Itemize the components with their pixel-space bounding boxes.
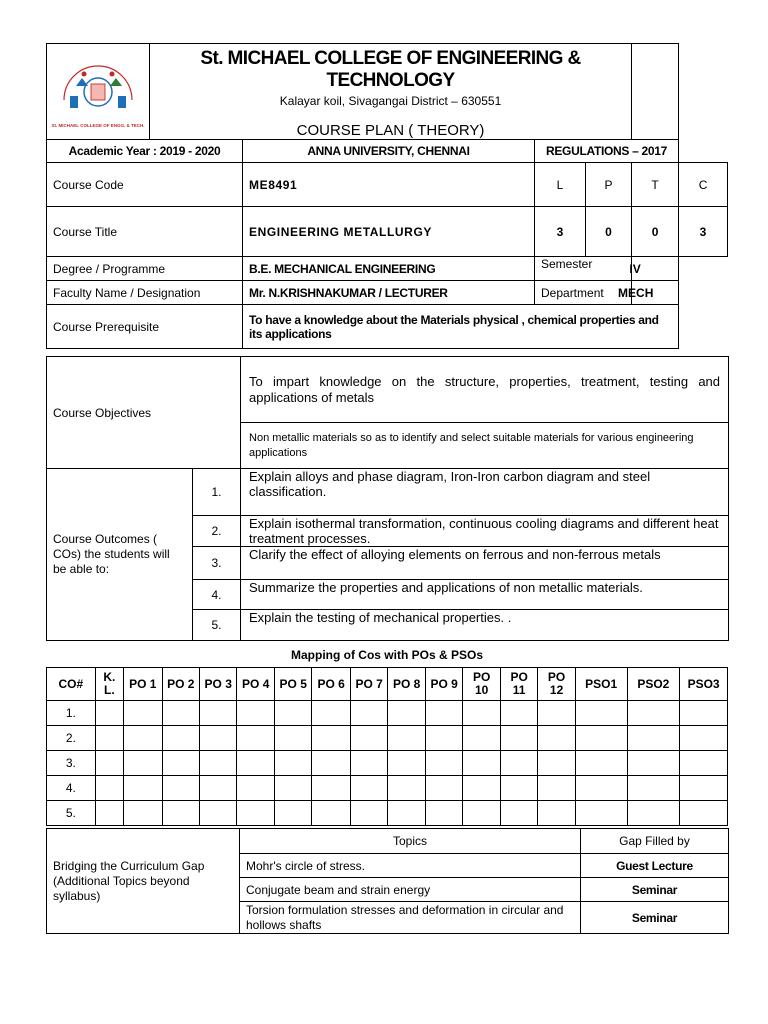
mapping-cell bbox=[95, 776, 123, 801]
department-value: MECH bbox=[632, 281, 679, 305]
mapping-cell bbox=[575, 801, 627, 826]
mapping-header-cell: PO 7 bbox=[350, 668, 387, 701]
mapping-header-cell: CO# bbox=[47, 668, 96, 701]
mapping-cell bbox=[538, 701, 575, 726]
mapping-cell bbox=[463, 751, 500, 776]
mapping-cell bbox=[237, 751, 274, 776]
objective-item: Non metallic materials so as to identify and select suitable materials for various engineering applications bbox=[241, 423, 729, 469]
mapping-cell bbox=[237, 701, 274, 726]
prereq-label: Course Prerequisite bbox=[47, 305, 243, 349]
mapping-cell bbox=[575, 726, 627, 751]
university: ANNA UNIVERSITY, CHENNAI bbox=[243, 140, 535, 163]
semester-value: IV bbox=[632, 257, 679, 281]
mapping-cell bbox=[463, 701, 500, 726]
degree-label: Degree / Programme bbox=[47, 257, 243, 281]
mapping-cell bbox=[425, 801, 462, 826]
bridging-topic: Conjugate beam and strain energy bbox=[240, 878, 581, 902]
bridging-gap: Seminar bbox=[581, 902, 729, 934]
mapping-cell bbox=[538, 801, 575, 826]
logo-cell bbox=[47, 44, 150, 140]
mapping-cell bbox=[627, 801, 680, 826]
outcome-text: Clarify the effect of alloying elements on ferrous and non-ferrous metals bbox=[241, 547, 729, 580]
mapping-cell bbox=[350, 776, 387, 801]
ltpc-value-t: 0 bbox=[632, 207, 679, 257]
mapping-row bbox=[47, 751, 728, 776]
mapping-cell bbox=[199, 701, 236, 726]
mapping-cell bbox=[199, 801, 236, 826]
outcome-number: 5. bbox=[193, 610, 241, 641]
mapping-cell bbox=[95, 751, 123, 776]
course-title-label: Course Title bbox=[47, 207, 243, 257]
college-name: St. MICHAEL COLLEGE OF ENGINEERING & TECHNOLOGY bbox=[200, 48, 581, 91]
mapping-header-cell: PO 2 bbox=[162, 668, 199, 701]
outcome-text: Explain the testing of mechanical properties. . bbox=[241, 610, 729, 641]
mapping-cell bbox=[274, 751, 311, 776]
mapping-cell bbox=[162, 701, 199, 726]
mapping-row bbox=[47, 801, 728, 826]
mapping-cell bbox=[680, 726, 728, 751]
mapping-header-cell: PO 5 bbox=[274, 668, 311, 701]
outcomes-label: Course Outcomes ( COs) the students will be able to: bbox=[47, 469, 193, 641]
mapping-cell bbox=[124, 751, 163, 776]
header-blank-cell bbox=[632, 44, 679, 140]
ltpc-value-p: 0 bbox=[586, 207, 632, 257]
mapping-cell bbox=[350, 726, 387, 751]
mapping-cell bbox=[680, 776, 728, 801]
bridging-gap-table bbox=[46, 828, 729, 934]
mapping-cell bbox=[680, 801, 728, 826]
mapping-cell bbox=[162, 751, 199, 776]
mapping-cell bbox=[312, 776, 351, 801]
mapping-cell bbox=[500, 801, 537, 826]
mapping-cell bbox=[627, 701, 680, 726]
mapping-cell bbox=[500, 726, 537, 751]
faculty-value: Mr. N.KRISHNAKUMAR / LECTURER bbox=[243, 281, 535, 305]
mapping-cell bbox=[388, 776, 425, 801]
mapping-cell bbox=[95, 801, 123, 826]
co-po-mapping-table bbox=[46, 667, 728, 826]
outcome-text: Explain alloys and phase diagram, Iron-Iron carbon diagram and steel classification. bbox=[241, 469, 729, 516]
mapping-cell bbox=[500, 751, 537, 776]
mapping-co-number: 1. bbox=[47, 701, 96, 726]
mapping-cell bbox=[538, 726, 575, 751]
mapping-cell bbox=[95, 726, 123, 751]
mapping-cell bbox=[162, 801, 199, 826]
mapping-row bbox=[47, 726, 728, 751]
document-title: COURSE PLAN ( THEORY) bbox=[296, 122, 485, 139]
mapping-cell bbox=[124, 701, 163, 726]
mapping-header-cell: PO 3 bbox=[199, 668, 236, 701]
department-label: Department bbox=[535, 281, 632, 305]
mapping-cell bbox=[95, 701, 123, 726]
outcome-text: Explain isothermal transformation, continuous cooling diagrams and different heat treatment processes. bbox=[241, 516, 729, 547]
objectives-outcomes-table bbox=[46, 356, 729, 641]
mapping-header-cell: PSO2 bbox=[627, 668, 680, 701]
objectives-label: Course Objectives bbox=[47, 357, 241, 469]
mapping-cell bbox=[199, 726, 236, 751]
bridging-topic: Mohr's circle of stress. bbox=[240, 854, 581, 878]
mapping-cell bbox=[680, 751, 728, 776]
mapping-cell bbox=[425, 776, 462, 801]
mapping-cell bbox=[312, 701, 351, 726]
ltpc-label-l: L bbox=[535, 163, 586, 207]
mapping-cell bbox=[575, 776, 627, 801]
ltpc-label-p: P bbox=[586, 163, 632, 207]
outcome-number: 4. bbox=[193, 580, 241, 610]
college-title-cell bbox=[150, 44, 632, 140]
bridging-gap: Seminar bbox=[581, 878, 729, 902]
gap-filled-header: Gap Filled by bbox=[581, 829, 729, 854]
mapping-cell bbox=[274, 776, 311, 801]
mapping-cell bbox=[274, 801, 311, 826]
mapping-cell bbox=[124, 726, 163, 751]
course-code-label: Course Code bbox=[47, 163, 243, 207]
mapping-cell bbox=[627, 726, 680, 751]
mapping-cell bbox=[388, 751, 425, 776]
ltpc-value-l: 3 bbox=[535, 207, 586, 257]
mapping-row bbox=[47, 776, 728, 801]
mapping-cell bbox=[463, 801, 500, 826]
regulations: REGULATIONS – 2017 bbox=[535, 140, 679, 163]
mapping-co-number: 4. bbox=[47, 776, 96, 801]
mapping-cell bbox=[350, 701, 387, 726]
mapping-header-cell: PO 9 bbox=[425, 668, 462, 701]
mapping-header-cell: K. L. bbox=[95, 668, 123, 701]
mapping-cell bbox=[388, 726, 425, 751]
outcome-number: 3. bbox=[193, 547, 241, 580]
ltpc-label-t: T bbox=[632, 163, 679, 207]
mapping-header-cell: PO 12 bbox=[538, 668, 575, 701]
mapping-body bbox=[47, 701, 728, 826]
mapping-header-cell: PO 8 bbox=[388, 668, 425, 701]
mapping-cell bbox=[500, 701, 537, 726]
mapping-cell bbox=[124, 801, 163, 826]
mapping-cell bbox=[162, 726, 199, 751]
mapping-cell bbox=[312, 726, 351, 751]
mapping-cell bbox=[575, 701, 627, 726]
mapping-cell bbox=[425, 751, 462, 776]
objective-item: To impart knowledge on the structure, properties, treatment, testing and applications of metals bbox=[241, 357, 729, 423]
logo-text: St. MICHAEL COLLEGE OF ENGG. & TECH. bbox=[51, 122, 145, 128]
ltpc-label-c: C bbox=[679, 163, 728, 207]
academic-year: Academic Year : 2019 - 2020 bbox=[47, 140, 243, 163]
outcome-number: 2. bbox=[193, 516, 241, 547]
course-header-table bbox=[46, 43, 728, 349]
course-code: ME8491 bbox=[243, 163, 535, 207]
college-logo bbox=[54, 56, 142, 120]
college-address: Kalayar koil, Sivagangai District – 630551 bbox=[279, 94, 502, 108]
mapping-cell bbox=[199, 776, 236, 801]
mapping-cell bbox=[500, 776, 537, 801]
mapping-cell bbox=[350, 801, 387, 826]
semester-label: Semester bbox=[535, 257, 632, 281]
mapping-header-cell: PO 11 bbox=[500, 668, 537, 701]
mapping-cell bbox=[237, 776, 274, 801]
degree-value: B.E. MECHANICAL ENGINEERING bbox=[243, 257, 535, 281]
bridging-topic: Torsion formulation stresses and deformation in circular and hollows shafts bbox=[240, 902, 581, 934]
faculty-label: Faculty Name / Designation bbox=[47, 281, 243, 305]
mapping-cell bbox=[627, 751, 680, 776]
mapping-cell bbox=[463, 776, 500, 801]
mapping-cell bbox=[425, 726, 462, 751]
outcome-text: Summarize the properties and applications of non metallic materials. bbox=[241, 580, 729, 610]
mapping-cell bbox=[388, 801, 425, 826]
mapping-cell bbox=[538, 751, 575, 776]
mapping-cell bbox=[312, 751, 351, 776]
mapping-cell bbox=[162, 776, 199, 801]
topics-header: Topics bbox=[240, 829, 581, 854]
mapping-cell bbox=[274, 701, 311, 726]
ltpc-value-c: 3 bbox=[679, 207, 728, 257]
mapping-cell bbox=[274, 726, 311, 751]
bridging-gap: Guest Lecture bbox=[581, 854, 729, 878]
mapping-co-number: 3. bbox=[47, 751, 96, 776]
mapping-header-cell: PSO1 bbox=[575, 668, 627, 701]
bridging-label: Bridging the Curriculum Gap (Additional Topics beyond syllabus) bbox=[47, 829, 240, 934]
mapping-cell bbox=[463, 726, 500, 751]
mapping-cell bbox=[388, 701, 425, 726]
mapping-cell bbox=[575, 751, 627, 776]
mapping-title: Mapping of Cos with POs & PSOs bbox=[290, 648, 483, 662]
mapping-cell bbox=[627, 776, 680, 801]
mapping-co-number: 5. bbox=[47, 801, 96, 826]
mapping-cell bbox=[237, 801, 274, 826]
prereq-value: To have a knowledge about the Materials physical , chemical properties and its applications bbox=[243, 305, 679, 349]
mapping-cell bbox=[680, 701, 728, 726]
mapping-cell bbox=[425, 701, 462, 726]
outcome-number: 1. bbox=[193, 469, 241, 516]
mapping-cell bbox=[312, 801, 351, 826]
mapping-cell bbox=[538, 776, 575, 801]
mapping-row bbox=[47, 701, 728, 726]
mapping-header-cell: PO 1 bbox=[124, 668, 163, 701]
mapping-cell bbox=[199, 751, 236, 776]
mapping-header-cell: PO 4 bbox=[237, 668, 274, 701]
mapping-header-cell: PO 6 bbox=[312, 668, 351, 701]
mapping-header-cell: PSO3 bbox=[680, 668, 728, 701]
course-title: ENGINEERING METALLURGY bbox=[243, 207, 535, 257]
mapping-cell bbox=[237, 726, 274, 751]
mapping-cell bbox=[350, 751, 387, 776]
mapping-cell bbox=[124, 776, 163, 801]
mapping-header-cell: PO 10 bbox=[463, 668, 500, 701]
mapping-co-number: 2. bbox=[47, 726, 96, 751]
mapping-header-row bbox=[47, 668, 728, 701]
